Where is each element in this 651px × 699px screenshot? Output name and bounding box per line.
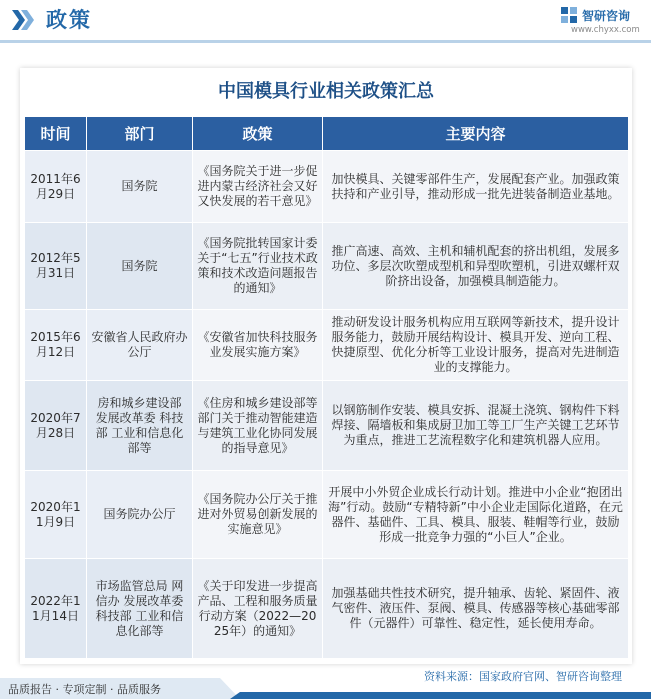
brand-name: 智研咨询	[582, 8, 631, 23]
section-header	[0, 0, 651, 40]
column-header-content: 主要内容	[323, 117, 629, 151]
source-note: 资料来源：国家政府官网、智研咨询整理	[424, 670, 622, 683]
cell-content: 开展中小外贸企业成长行动计划。推进中小企业“抱团出海”行动。鼓励“专精特新”中小企业走国际化道路，在元器件、基础件、工具、模具、服装、鞋帽等行业，鼓励形成一批竞争力强的“小巨人”企业。	[323, 471, 629, 559]
cell-time: 2015年6月12日	[25, 310, 87, 381]
table-row	[25, 310, 629, 381]
column-header-time: 时间	[25, 117, 87, 151]
cell-time: 2012年5月31日	[25, 223, 87, 310]
column-header-policy: 政策	[193, 117, 323, 151]
table-row	[25, 151, 629, 223]
table-row	[25, 223, 629, 310]
cell-content: 推动研发设计服务机构应用互联网等新技术，提升设计服务能力，鼓励开展结构设计、模具开发、逆向工程、快捷原型、优化分析等工业设计服务，提高对先进制造业的支撑能力。	[323, 310, 629, 381]
brand-url: www.chyxx.com	[571, 25, 640, 35]
cell-time: 2022年11月14日	[25, 559, 87, 659]
cell-content: 加强基础共性技术研究，提升轴承、齿轮、紧固件、液气密件、液压件、泵阀、模具、传感器等核心基础零部件（元器件）可靠性、稳定性，延长使用寿命。	[323, 559, 629, 659]
table-row	[25, 559, 629, 659]
double-chevron-right-icon	[10, 7, 36, 33]
policy-table	[24, 116, 629, 659]
cell-policy: 《安徽省加快科技服务业发展实施方案》	[193, 310, 323, 381]
footer-services: 品质报告 · 专项定制 · 品质服务	[8, 683, 161, 696]
cell-dept: 市场监管总局 网信办 发展改革委 科技部 工业和信息化部等	[87, 559, 193, 659]
cell-dept: 国务院	[87, 223, 193, 310]
table-row	[25, 381, 629, 471]
section-title: 政策	[46, 8, 92, 32]
cell-dept: 国务院	[87, 151, 193, 223]
brand-mark-icon	[560, 6, 578, 24]
cell-content: 加快模具、关键零部件生产，发展配套产业。加强政策扶持和产业引导，推动形成一批先进装备制造业基地。	[323, 151, 629, 223]
cell-policy: 《国务院批转国家计委关于“七五”行业技术政策和技术改造问题报告的通知》	[193, 223, 323, 310]
brand-logo	[560, 6, 630, 24]
column-header-dept: 部门	[87, 117, 193, 151]
header-divider	[0, 40, 651, 43]
policy-table-panel	[20, 68, 632, 664]
cell-policy: 《国务院关于进一步促进内蒙古经济社会又好又快发展的若干意见》	[193, 151, 323, 223]
table-title: 中国模具行业相关政策汇总	[218, 81, 434, 102]
cell-policy: 《关于印发进一步提高产品、工程和服务质量行动方案（2022—2025年）的通知》	[193, 559, 323, 659]
table-row	[25, 471, 629, 559]
table-header-row	[25, 117, 629, 151]
cell-dept: 安徽省人民政府办公厅	[87, 310, 193, 381]
cell-dept: 国务院办公厅	[87, 471, 193, 559]
cell-policy: 《国务院办公厅关于推进对外贸易创新发展的实施意见》	[193, 471, 323, 559]
cell-dept: 房和城乡建设部 发展改革委 科技部 工业和信息化部等	[87, 381, 193, 471]
cell-time: 2020年7月28日	[25, 381, 87, 471]
cell-time: 2011年6月29日	[25, 151, 87, 223]
cell-content: 以钢筋制作安装、模具安拆、混凝土浇筑、钢构件下料焊接、隔墙板和集成厨卫加工等工厂生产关键工艺环节为重点，推进工艺流程数字化和建筑机器人应用。	[323, 381, 629, 471]
cell-content: 推广高速、高效、主机和辅机配套的挤出机组，发展多功位、多层次吹塑成型机和异型吹塑机，引进双螺杆双阶挤出设备，加强模具制造能力。	[323, 223, 629, 310]
cell-policy: 《住房和城乡建设部等部门关于推动智能建造与建筑工业化协同发展的指导意见》	[193, 381, 323, 471]
cell-time: 2020年11月9日	[25, 471, 87, 559]
